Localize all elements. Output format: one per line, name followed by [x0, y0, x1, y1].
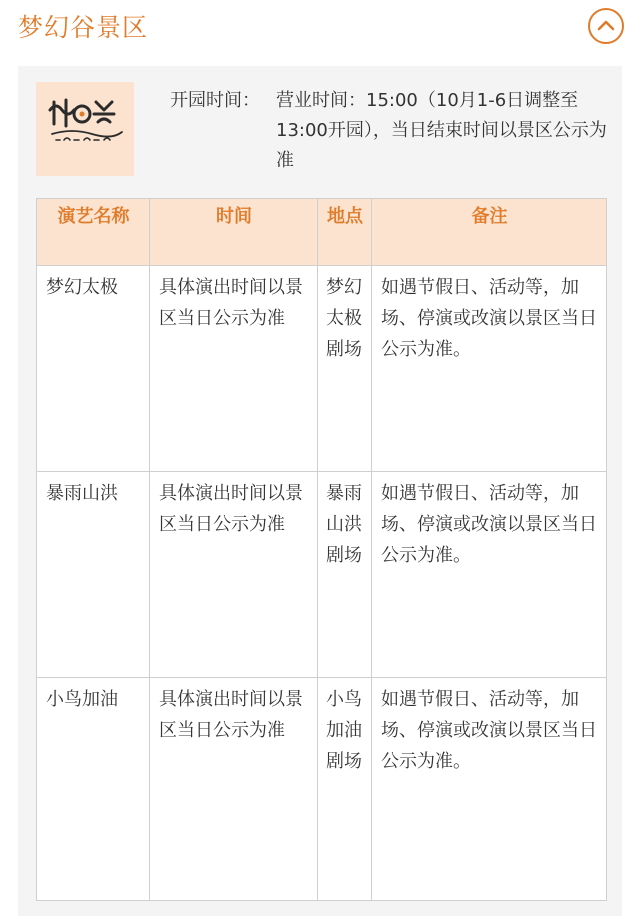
table-header-row: [37, 199, 607, 266]
table-row: [37, 266, 607, 472]
column-header-name: 演艺名称: [37, 199, 150, 266]
collapse-button[interactable]: [588, 8, 624, 44]
show-time: 具体演出时间以景区当日公示为准: [150, 266, 318, 472]
show-place: 小鸟加油剧场: [318, 678, 372, 901]
section-title: 梦幻谷景区: [18, 13, 149, 42]
show-time: 具体演出时间以景区当日公示为准: [150, 678, 318, 901]
table-row: [37, 678, 607, 901]
opening-time-label: 开园时间：: [170, 90, 260, 111]
show-note: 如遇节假日、活动等，加场、停演或改演以景区当日公示为准。: [372, 678, 607, 901]
show-place: 梦幻太极剧场: [318, 266, 372, 472]
show-name: 梦幻太极: [37, 266, 150, 472]
performance-table: [36, 198, 607, 901]
venue-logo: [36, 82, 134, 176]
opening-time-text: 营业时间：15:00（10月1-6日调整至13:00开园），当日结束时间以景区公示为准: [276, 90, 607, 171]
column-header-note: 备注: [372, 199, 607, 266]
show-note: 如遇节假日、活动等，加场、停演或改演以景区当日公示为准。: [372, 472, 607, 678]
dreamvalley-logo: [42, 92, 128, 162]
show-note: 如遇节假日、活动等，加场、停演或改演以景区当日公示为准。: [372, 266, 607, 472]
chevron-up-icon: [597, 18, 615, 32]
column-header-time: 时间: [150, 199, 318, 266]
show-name: 小鸟加油: [37, 678, 150, 901]
table-row: [37, 472, 607, 678]
show-time: 具体演出时间以景区当日公示为准: [150, 472, 318, 678]
column-header-place: 地点: [318, 199, 372, 266]
section-header: [0, 0, 640, 58]
show-place: 暴雨山洪剧场: [318, 472, 372, 678]
venue-card: [18, 66, 622, 916]
show-name: 暴雨山洪: [37, 472, 150, 678]
